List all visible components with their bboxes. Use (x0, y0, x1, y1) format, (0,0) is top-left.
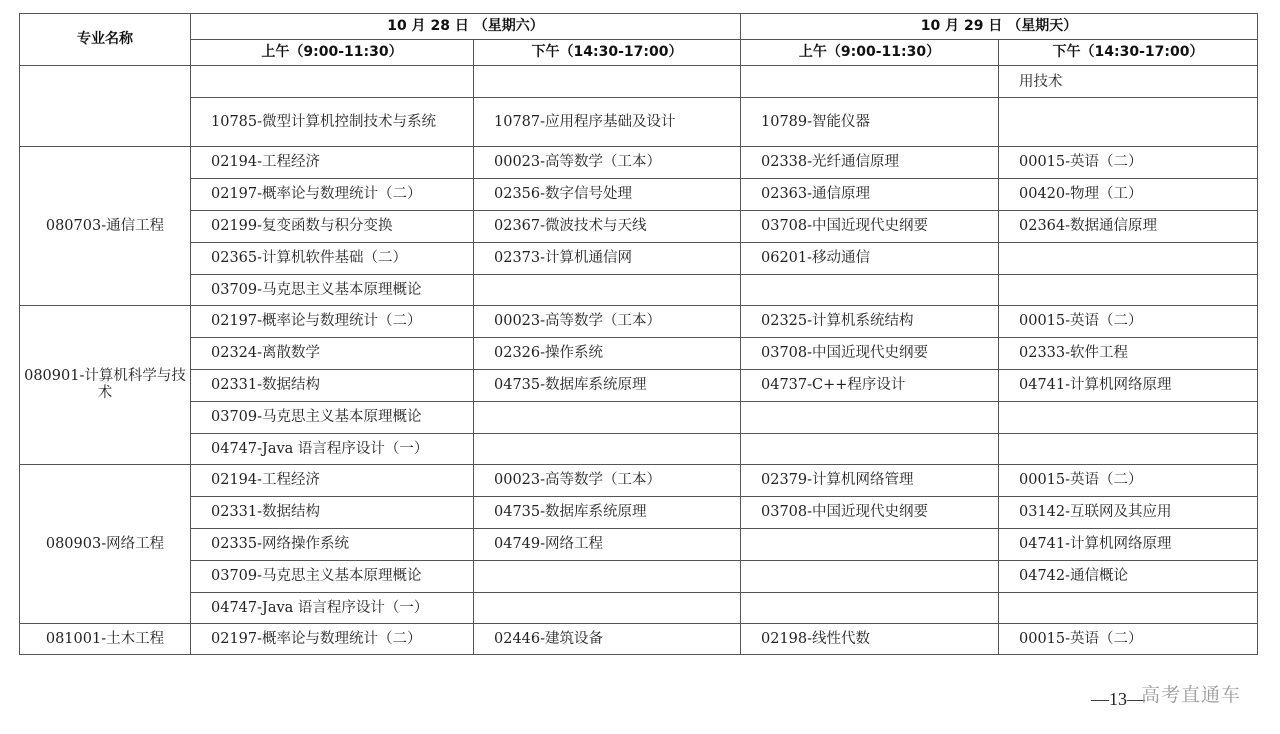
table-row (20, 275, 1258, 306)
table-row (20, 98, 1258, 147)
watermark-text: 高考直通车 (1141, 684, 1242, 706)
course-cell: 00420-物理（工） (999, 179, 1258, 211)
table-row (20, 66, 1258, 98)
course-cell (474, 561, 741, 593)
course-cell (741, 529, 999, 561)
course-cell (474, 275, 741, 306)
course-cell: 02198-线性代数 (741, 624, 999, 655)
course-cell (999, 593, 1258, 624)
course-cell: 03142-互联网及其应用 (999, 497, 1258, 529)
course-cell: 04747-Java 语言程序设计（一） (191, 434, 474, 465)
table-row (20, 179, 1258, 211)
course-cell: 04735-数据库系统原理 (474, 497, 741, 529)
major-cell: 080901-计算机科学与技术 (20, 306, 191, 465)
course-cell: 02363-通信原理 (741, 179, 999, 211)
table-row (20, 529, 1258, 561)
course-cell: 02446-建筑设备 (474, 624, 741, 655)
course-cell: 02199-复变函数与积分变换 (191, 211, 474, 243)
major-cell: 081001-土木工程 (20, 624, 191, 655)
course-cell: 03709-马克思主义基本原理概论 (191, 275, 474, 306)
day1-pm-header: 下午（14:30-17:00） (474, 40, 741, 66)
course-cell: 02365-计算机软件基础（二） (191, 243, 474, 275)
course-cell: 02367-微波技术与天线 (474, 211, 741, 243)
course-cell: 04741-计算机网络原理 (999, 529, 1258, 561)
course-cell: 00015-英语（二） (999, 465, 1258, 497)
course-cell: 04737-C++程序设计 (741, 370, 999, 402)
table-row (20, 147, 1258, 179)
course-cell (741, 561, 999, 593)
course-cell (474, 593, 741, 624)
course-cell: 02333-软件工程 (999, 338, 1258, 370)
course-cell: 02373-计算机通信网 (474, 243, 741, 275)
course-cell: 02335-网络操作系统 (191, 529, 474, 561)
day1-header: 10 月 28 日 （星期六） (191, 14, 741, 40)
course-cell: 04742-通信概论 (999, 561, 1258, 593)
course-cell: 02194-工程经济 (191, 465, 474, 497)
course-cell: 02197-概率论与数理统计（二） (191, 306, 474, 338)
course-cell: 04735-数据库系统原理 (474, 370, 741, 402)
course-cell: 04741-计算机网络原理 (999, 370, 1258, 402)
course-cell (999, 434, 1258, 465)
course-cell (741, 275, 999, 306)
course-cell: 06201-移动通信 (741, 243, 999, 275)
page-number: —13— (1091, 689, 1145, 709)
course-cell: 10787-应用程序基础及设计 (474, 98, 741, 147)
table-row (20, 306, 1258, 338)
course-cell: 03708-中国近现代史纲要 (741, 338, 999, 370)
course-cell (999, 98, 1258, 147)
course-cell: 02331-数据结构 (191, 497, 474, 529)
course-cell (741, 434, 999, 465)
table-row (20, 211, 1258, 243)
course-cell: 02379-计算机网络管理 (741, 465, 999, 497)
course-cell (999, 402, 1258, 434)
course-cell: 02194-工程经济 (191, 147, 474, 179)
course-cell (474, 66, 741, 98)
course-cell: 00023-高等数学（工本） (474, 306, 741, 338)
table-row (20, 497, 1258, 529)
course-cell: 03709-马克思主义基本原理概论 (191, 402, 474, 434)
course-cell: 04747-Java 语言程序设计（一） (191, 593, 474, 624)
table-row (20, 243, 1258, 275)
course-cell (999, 243, 1258, 275)
table-row (20, 561, 1258, 593)
course-cell (741, 66, 999, 98)
course-cell: 03709-马克思主义基本原理概论 (191, 561, 474, 593)
course-cell: 04749-网络工程 (474, 529, 741, 561)
course-cell: 02197-概率论与数理统计（二） (191, 624, 474, 655)
course-cell: 02324-离散数学 (191, 338, 474, 370)
major-cell: 080903-网络工程 (20, 465, 191, 624)
course-cell: 00023-高等数学（工本） (474, 147, 741, 179)
course-cell: 02338-光纤通信原理 (741, 147, 999, 179)
major-name-header: 专业名称 (20, 14, 191, 66)
course-cell: 00023-高等数学（工本） (474, 465, 741, 497)
course-cell (191, 66, 474, 98)
course-cell: 02197-概率论与数理统计（二） (191, 179, 474, 211)
day1-am-header: 上午（9:00-11:30） (191, 40, 474, 66)
course-cell (474, 434, 741, 465)
course-cell: 02325-计算机系统结构 (741, 306, 999, 338)
course-cell: 03708-中国近现代史纲要 (741, 211, 999, 243)
major-cell: 080703-通信工程 (20, 147, 191, 306)
course-cell (474, 402, 741, 434)
course-cell: 00015-英语（二） (999, 624, 1258, 655)
table-row (20, 434, 1258, 465)
day2-header: 10 月 29 日 （星期天） (741, 14, 1258, 40)
day2-am-header: 上午（9:00-11:30） (741, 40, 999, 66)
day2-pm-header: 下午（14:30-17:00） (999, 40, 1258, 66)
course-cell: 用技术 (999, 66, 1258, 98)
course-cell: 02364-数据通信原理 (999, 211, 1258, 243)
course-cell (741, 402, 999, 434)
course-cell: 02326-操作系统 (474, 338, 741, 370)
table-row (20, 593, 1258, 624)
course-cell: 10789-智能仪器 (741, 98, 999, 147)
exam-schedule-table (19, 13, 1258, 655)
table-row (20, 402, 1258, 434)
table-row (20, 465, 1258, 497)
table-row (20, 624, 1258, 655)
course-cell: 02331-数据结构 (191, 370, 474, 402)
course-cell: 02356-数字信号处理 (474, 179, 741, 211)
table-row (20, 370, 1258, 402)
course-cell (999, 275, 1258, 306)
course-cell: 03708-中国近现代史纲要 (741, 497, 999, 529)
major-cell (20, 66, 191, 147)
table-row (20, 338, 1258, 370)
course-cell: 10785-微型计算机控制技术与系统 (191, 98, 474, 147)
course-cell: 00015-英语（二） (999, 147, 1258, 179)
course-cell: 00015-英语（二） (999, 306, 1258, 338)
course-cell (741, 593, 999, 624)
